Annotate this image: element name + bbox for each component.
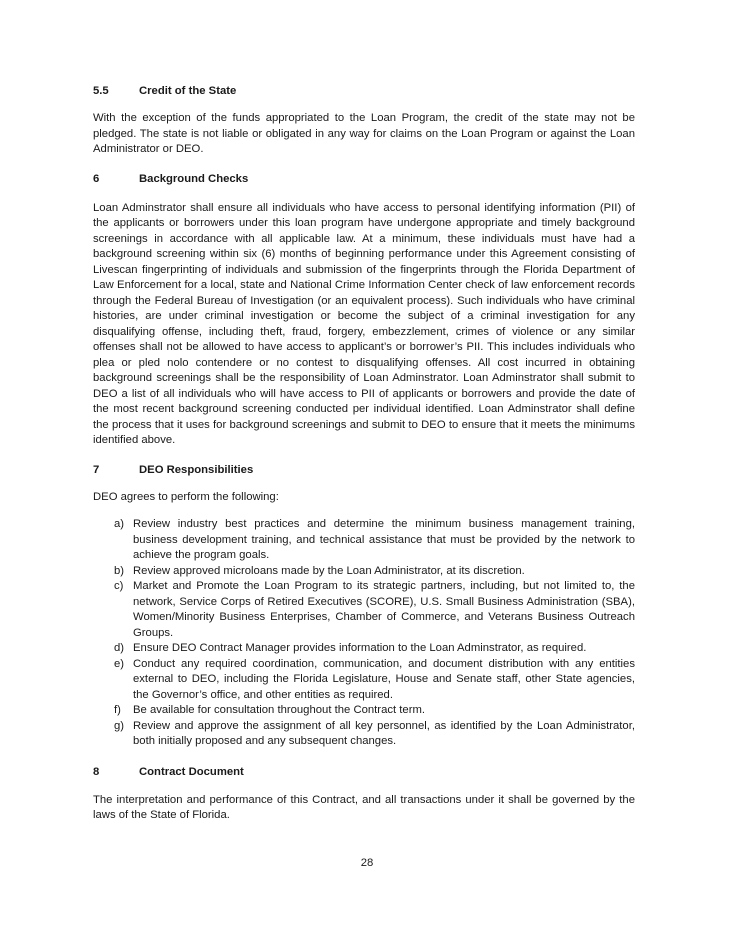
list-text: Review industry best practices and determine the minimum business management training, business development training, and technical assistance that must be provided by the network to achieve the program goals. xyxy=(133,518,635,561)
section-number: 5.5 xyxy=(93,85,109,97)
list-item xyxy=(93,703,635,719)
page-number: 28 xyxy=(360,857,374,869)
section-number: 7 xyxy=(93,463,100,476)
list-item xyxy=(93,719,635,750)
page-content xyxy=(93,84,635,824)
list-marker: b) xyxy=(114,564,125,577)
section-title: Credit of the State xyxy=(139,85,237,97)
section-title: Background Checks xyxy=(139,172,249,185)
list-item xyxy=(93,641,635,657)
list-marker: f) xyxy=(114,704,121,716)
responsibilities-list xyxy=(93,517,635,750)
list-marker: g) xyxy=(114,719,125,732)
section-title: DEO Responsibilities xyxy=(139,463,254,476)
section-title: Contract Document xyxy=(139,765,244,778)
section-number: 8 xyxy=(93,765,100,778)
list-text: Review and approve the assignment of all key personnel, as identified by the Loan Administrator, both initially proposed and any subsequent changes. xyxy=(133,719,635,747)
list-text: Be available for consultation throughout the Contract term. xyxy=(133,704,426,716)
section-heading-7 xyxy=(93,463,635,479)
list-marker: a) xyxy=(114,518,125,530)
list-text: Conduct any required coordination, communication, and document distribution with any entities external to DEO, including the Florida Legislature, House and Senate staff, other State agencies, the Governor’s office, and other entities as required. xyxy=(133,657,635,701)
section-intro: DEO agrees to perform the following: xyxy=(93,490,279,503)
list-item xyxy=(93,657,635,704)
section-heading-5-5 xyxy=(93,84,635,100)
section-heading-8 xyxy=(93,765,635,781)
list-item xyxy=(93,579,635,641)
list-text: Ensure DEO Contract Manager provides information to the Loan Adminstrator, as required. xyxy=(133,642,587,654)
section-heading-6 xyxy=(93,172,635,188)
list-text: Market and Promote the Loan Program to its strategic partners, including, but not limited to, the network, Service Corps of Retired Executives (SCORE), U.S. Small Business Administration (SBA), Women/Minority Business Enterprises, Chamber of Commerce, and Veterans Business Outreach Groups. xyxy=(133,580,635,639)
section-paragraph: With the exception of the funds appropriated to the Loan Program, the credit of the state may not be pledged. The state is not liable or obligated in any way for claims on the Loan Program or against the Loan Administrator or DEO. xyxy=(93,112,635,155)
list-text: Review approved microloans made by the Loan Administrator, at its discretion. xyxy=(133,564,525,577)
section-paragraph: The interpretation and performance of this Contract, and all transactions under it shall be governed by the laws of the State of Florida. xyxy=(93,793,635,821)
list-marker: c) xyxy=(114,580,124,592)
list-marker: e) xyxy=(114,657,125,670)
list-item xyxy=(93,564,635,580)
section-number: 6 xyxy=(93,172,100,185)
list-item xyxy=(93,517,635,564)
list-marker: d) xyxy=(114,642,125,654)
section-paragraph: Loan Adminstrator shall ensure all individuals who have access to personal identifying information (PII) of the applicants or borrowers under this loan program have undergone appropriate and timely background screenings in accordance with all applicable law. At a minimum, these individuals must have had a background screening within six (6) months of beginning performance under this Agreement consisting of Livescan fingerprinting of individuals and submission of the fingerprints through the Florida Department of Law Enforcement for a local, state and National Crime Information Center check of law enforcement records through the Federal Bureau of Investigation (or an equivalent process). Such individuals who have criminal histories, are under criminal investigation or become the subject of a criminal investigation for any disqualifying offense, including theft, fraud, forgery, embezzlement, crimes of violence or any similar offenses shall not be allowed to have access to applicant’s or borrower’s PII. This includes individuals who plea or pled nolo contendere or no contest to disqualifying offenses. All cost incurred in obtaining background screenings shall be the responsibility of Loan Adminstrator. Loan Adminstrator shall submit to DEO a list of all individuals who will have access to PII of applicants or borrowers and provide the date of the most recent background screening conducted per individual identified. Loan Adminstrator shall define the process that it uses for background screenings and submit to DEO to ensure that it meets the minimums identified above. xyxy=(93,201,635,446)
